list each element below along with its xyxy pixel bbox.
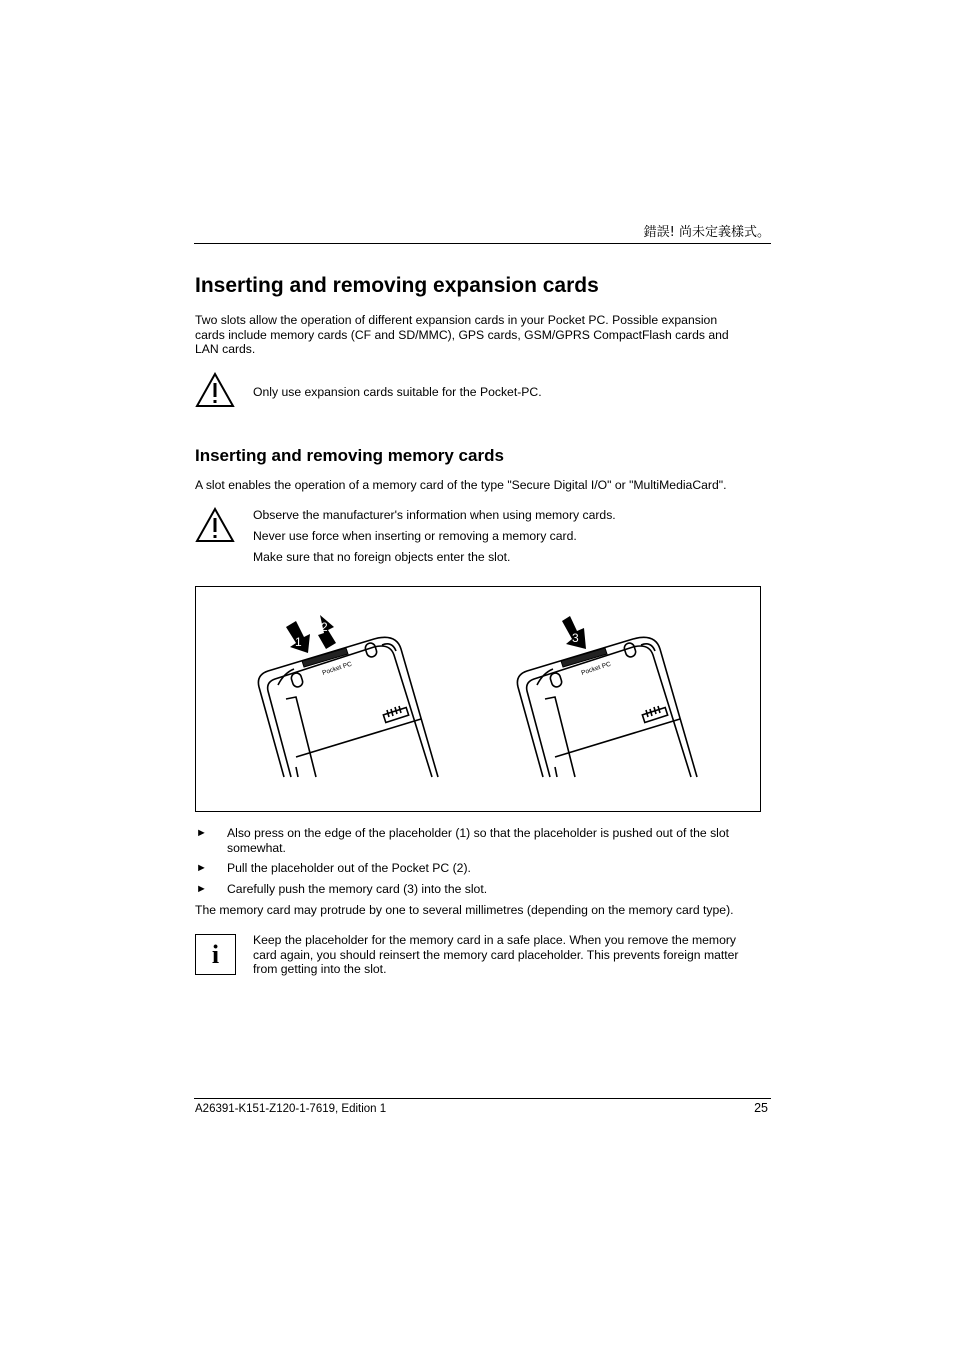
warning-text: Make sure that no foreign objects enter the slot.: [253, 550, 511, 564]
device-label: Pocket PC: [321, 660, 353, 677]
warning-text: Only use expansion cards suitable for the Pocket-PC.: [253, 385, 542, 399]
section-title: Inserting and removing expansion cards: [195, 274, 599, 297]
pocket-pc-illustration: [196, 587, 760, 811]
intro-line: LAN cards.: [195, 342, 256, 356]
intro-line: cards include memory cards (CF and SD/MMC), GPS cards, GSM/GPRS CompactFlash cards and: [195, 327, 729, 342]
intro-line: Two slots allow the operation of different expansion cards in your Pocket PC. Possible expansion: [195, 313, 718, 327]
document-id: A26391-K151-Z120-1-7619, Edition 1: [195, 1103, 387, 1115]
device-label: Pocket PC: [580, 660, 612, 677]
info-line: Keep the placeholder for the memory card in a safe place. When you remove the memory: [253, 933, 737, 947]
step-item: [227, 826, 767, 855]
info-line: from getting into the slot.: [253, 962, 387, 976]
step-line: Also press on the edge of the placeholder (1) so that the placeholder is pushed out of the slot: [227, 826, 730, 840]
step-item: Pull the placeholder out of the Pocket PC (2).: [227, 861, 471, 875]
callout-3: 3: [572, 631, 579, 645]
info-icon: i: [195, 934, 236, 975]
page-number: 25: [754, 1101, 768, 1115]
section-intro: [195, 313, 765, 357]
info-text: [253, 933, 739, 977]
device-right: [517, 637, 697, 777]
step-item: Carefully push the memory card (3) into the slot.: [227, 882, 488, 896]
step-line: somewhat.: [227, 840, 286, 855]
subsection-title: Inserting and removing memory cards: [195, 446, 504, 465]
bullet-marker: ►: [196, 862, 207, 874]
footer-rule: [194, 1098, 771, 1099]
subsection-intro: A slot enables the operation of a memory card of the type "Secure Digital I/O" or "MultiMediaCard".: [195, 478, 727, 492]
info-line: card again, you should reinsert the memory card placeholder. This prevents foreign matter: [253, 947, 739, 962]
memory-card-note: The memory card may protrude by one to several millimetres (depending on the memory card type).: [195, 903, 734, 917]
illustration-frame: [195, 586, 761, 812]
callout-2: 2: [321, 620, 328, 634]
bullet-marker: ►: [196, 883, 207, 895]
warning-text: Never use force when inserting or removing a memory card.: [253, 529, 577, 543]
header-rule: [194, 243, 771, 244]
device-left: [258, 637, 438, 777]
callout-1: 1: [295, 635, 302, 649]
warning-icon: [195, 372, 235, 408]
warning-text: Observe the manufacturer's information when using memory cards.: [253, 508, 616, 522]
running-header: 錯誤! 尚未定義樣式。: [643, 225, 770, 240]
bullet-marker: ►: [196, 827, 207, 839]
warning-icon: [195, 507, 235, 543]
